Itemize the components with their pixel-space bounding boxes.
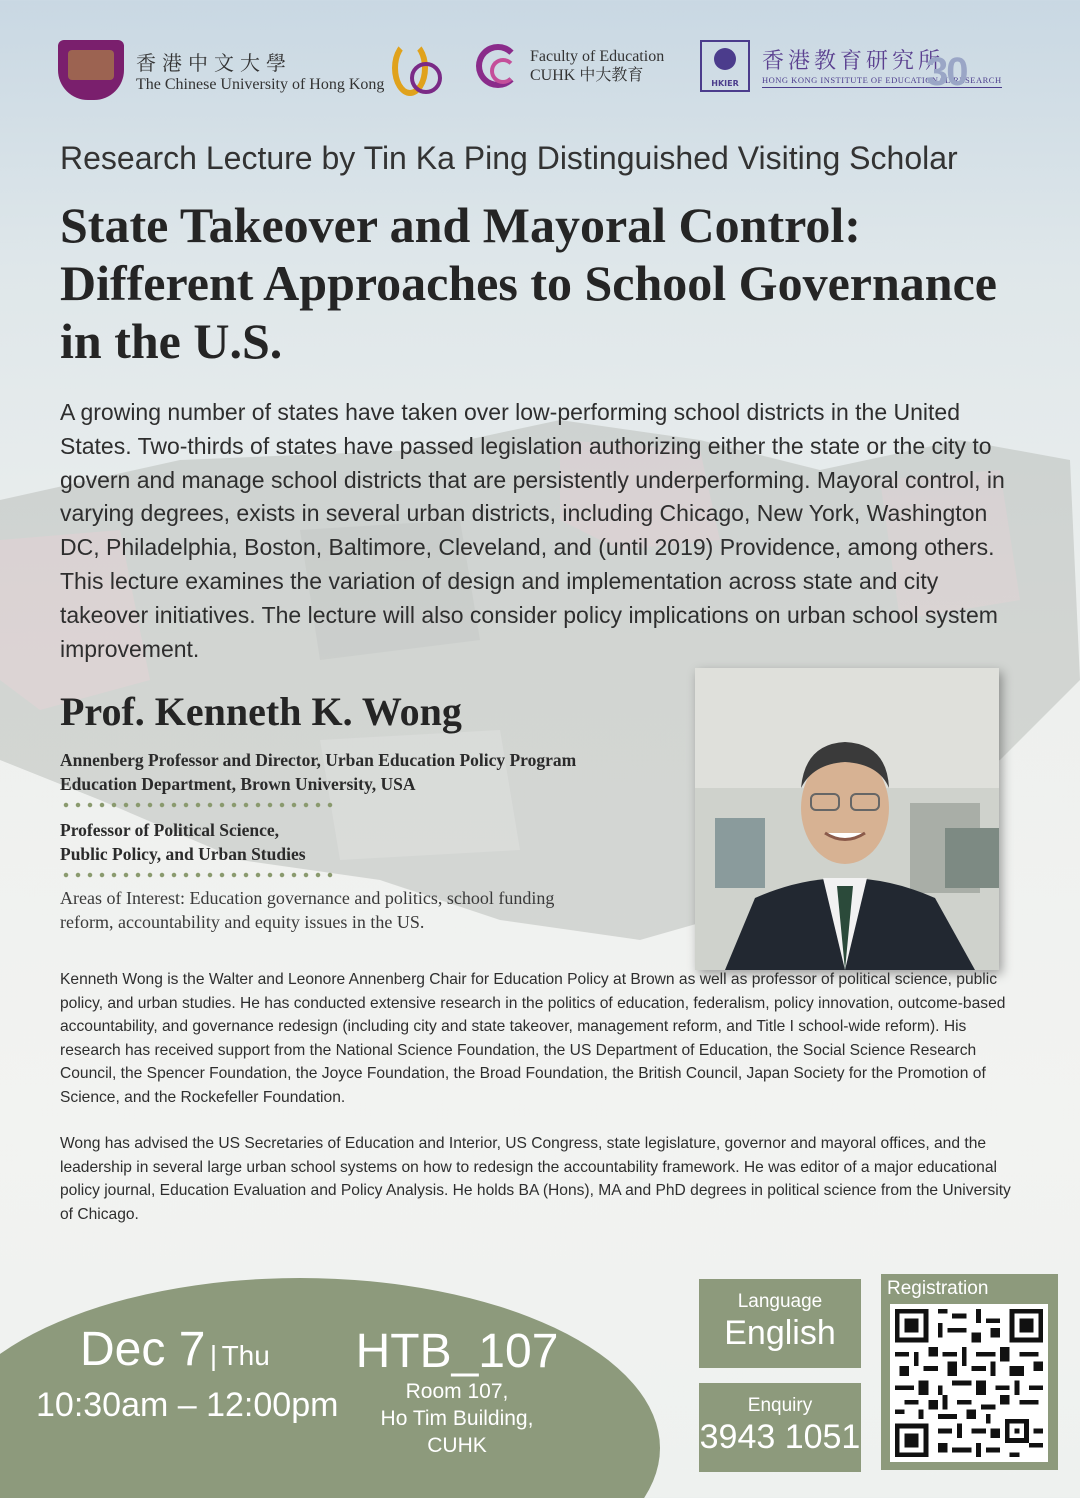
bio-paragraph: Wong has advised the US Secretaries of Education and Interior, US Congress, state legislature, governor and mayoral offices, and the leadership in several large urban school systems on how to redesign the accountability framework. He was editor of a major educational policy journal, Education Evaluation and Policy Analysis. He holds BA (Hons), MA and PhD degrees in political science from the University of Chicago.	[60, 1135, 1011, 1223]
bio-paragraph: Kenneth Wong is the Walter and Leonore Annenberg Chair for Education Policy at Brown as well as professor of political science, public policy, and urban studies. He has conducted extensive research in the politics of education, federalism, policy innovation, outcome-based accountability, and governance redesign (including city and state takeover, management reform, and Title I school-wide reform). His research has received support from the National Science Foundation, the US Department of Education, the Social Science Research Council, the Spencer Foundation, the Joyce Foundation, the Broad Foundation, the British Council, Japan Society for the Promotion of Science, and the Rockefeller Foundation.	[60, 971, 1006, 1106]
speaker-photo	[695, 668, 999, 970]
dotted-divider	[60, 802, 336, 808]
position-line: Professor of Political Science,	[60, 820, 280, 840]
lecture-abstract: A growing number of states have taken over low-performing school districts in the United States. Two-thirds of states have passed legislation authorizing either the state or the city to govern and manage school districts that are persistently underperforming. Mayoral control, in varying degrees, exists in several urban districts, including Chicago, New York, Washington DC, Philadelphia, Boston, Baltimore, Cleveland, and (until 2019) Providence, among others. This lecture examines the variation of design and implementation across state and city takeover initiatives. The lecture will also consider policy implications on urban school system improvement.	[60, 399, 1005, 662]
cuhk-crest-icon	[58, 40, 124, 100]
date-separator: |	[209, 1340, 218, 1371]
dotted-divider	[60, 872, 336, 878]
speaker-biography	[60, 968, 1020, 1249]
enquiry-phone: 3943 1051	[699, 1418, 861, 1456]
event-time: 10:30am – 12:00pm	[36, 1386, 339, 1424]
cuhk-60th-anniversary-icon	[388, 34, 444, 100]
hkier-name-en: HONG KONG INSTITUTE OF EDUCATIONAL RESEARCH	[762, 75, 1002, 88]
faculty-swirl-icon	[476, 44, 520, 88]
position-line: Public Policy, and Urban Studies	[60, 844, 306, 864]
position-line: Education Department, Brown University, USA	[60, 774, 416, 794]
hkier-name-zh: 香港教育研究所	[762, 49, 945, 74]
registration-qr-code[interactable]	[890, 1304, 1048, 1462]
venue-room: Room 107,	[405, 1380, 509, 1403]
date-value: Dec 7	[80, 1323, 206, 1376]
faculty-of-education-logo	[476, 44, 664, 88]
speaker-position-secondary	[60, 818, 460, 866]
weekday: Thu	[221, 1340, 270, 1371]
faculty-name-zh: CUHK 中大教育	[530, 67, 644, 84]
hkier-30th-anniversary-mark: 30	[926, 50, 967, 94]
enquiry-box	[699, 1383, 861, 1472]
lecture-series: Research Lecture by Tin Ka Ping Distinguished Visiting Scholar	[60, 140, 958, 176]
hkier-emblem-icon	[700, 40, 750, 92]
language-box	[699, 1279, 861, 1368]
logo-bar	[58, 28, 1028, 108]
speaker-interests: Areas of Interest: Education governance and politics, school funding reform, accountability and equity issues in the US.	[60, 888, 555, 932]
faculty-name-en: Faculty of Education	[530, 48, 665, 65]
language-value: English	[724, 1314, 836, 1352]
event-venue	[352, 1326, 562, 1459]
position-line: Annenberg Professor and Director, Urban Education Policy Program	[60, 750, 577, 770]
language-label: Language	[737, 1291, 823, 1312]
registration-label: Registration	[887, 1278, 989, 1299]
hkier-abbr: HKIER	[711, 79, 739, 88]
event-date	[80, 1322, 270, 1377]
lecture-title: State Takeover and Mayoral Control: Different Approaches to School Governance in the U.S.	[60, 197, 997, 369]
cuhk-name-en: The Chinese University of Hong Kong	[136, 75, 385, 93]
venue-building: Ho Tim Building, CUHK	[380, 1407, 534, 1457]
speaker-position-primary	[60, 748, 680, 796]
venue-code: HTB_107	[355, 1325, 559, 1378]
enquiry-label: Enquiry	[747, 1395, 813, 1416]
registration-box	[881, 1274, 1058, 1470]
speaker-name: Prof. Kenneth K. Wong	[60, 689, 462, 734]
cuhk-logo	[58, 40, 384, 100]
cuhk-name-zh: 香港中文大學	[136, 50, 292, 75]
